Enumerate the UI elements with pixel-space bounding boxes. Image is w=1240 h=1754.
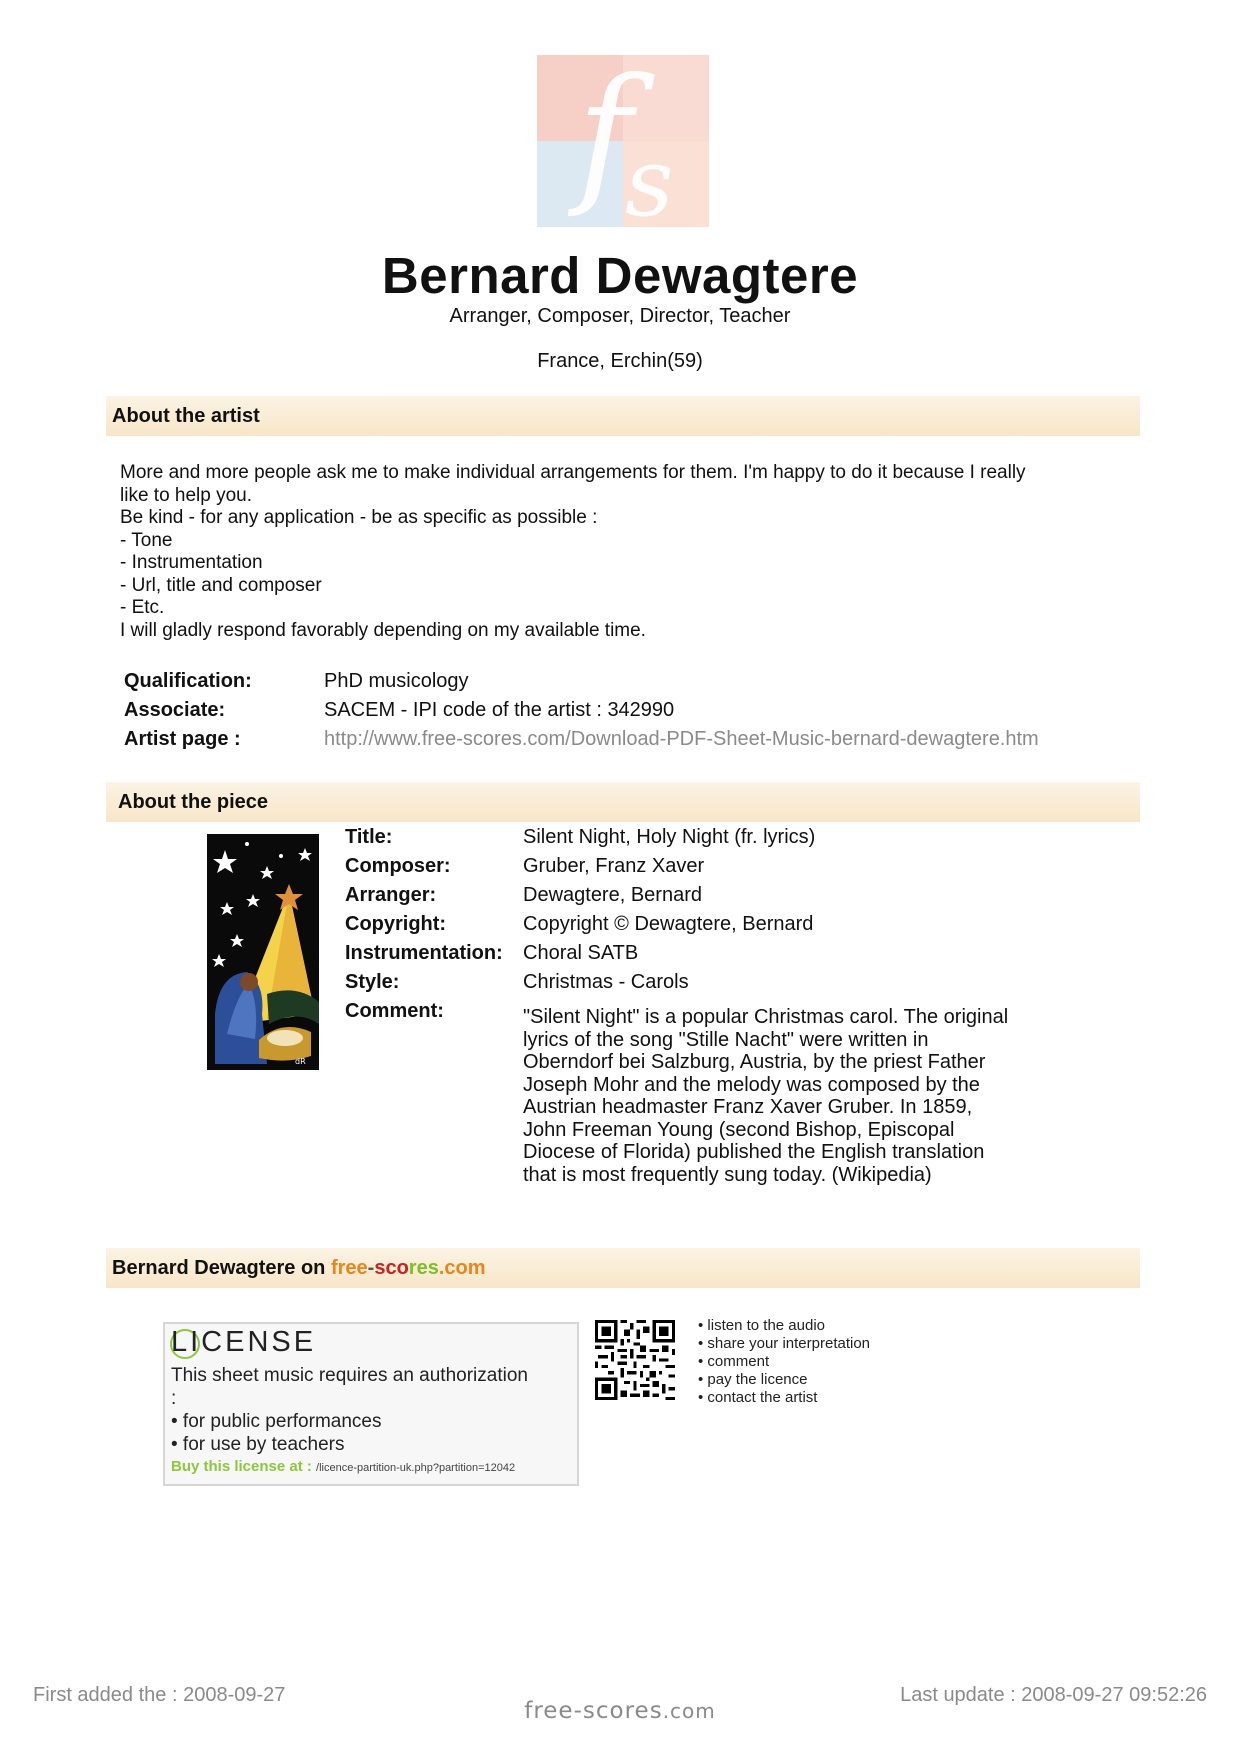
comment-value xyxy=(523,1006,1043,1186)
footer-brand-free: free- xyxy=(524,1698,583,1724)
comment-line: Austrian headmaster Franz Xaver Gruber. In 1859, xyxy=(523,1096,973,1118)
qualification-value: PhD musicology xyxy=(324,670,469,692)
comment-line: that is most frequently sung today. (Wikipedia) xyxy=(523,1163,932,1186)
artist-roles: Arranger, Composer, Director, Teacher xyxy=(449,305,791,327)
composer-value: Gruber, Franz Xaver xyxy=(523,855,705,877)
style-value: Christmas - Carols xyxy=(523,971,689,993)
license-box xyxy=(163,1322,579,1486)
brand-dash: - xyxy=(367,1257,375,1279)
about-line: I will gladly respond favorably depending on my available time. xyxy=(120,619,646,641)
copyright-label: Copyright: xyxy=(345,913,447,935)
arranger-label: Arranger: xyxy=(345,884,437,906)
free-scores-link[interactable] xyxy=(331,1257,486,1279)
qr-code-icon[interactable] xyxy=(595,1320,675,1400)
about-line: - Tone xyxy=(120,529,173,551)
associate-label: Associate: xyxy=(124,699,226,721)
brand-res: res xyxy=(408,1257,439,1279)
comment-line: lyrics of the song "Stille Nacht" were written in xyxy=(523,1028,929,1051)
comment-line: Joseph Mohr and the melody was composed by the xyxy=(523,1073,980,1096)
svg-text:s: s xyxy=(625,128,674,227)
svg-text:dR: dR xyxy=(295,1057,306,1066)
license-body xyxy=(171,1364,571,1456)
comment-link[interactable]: • comment xyxy=(698,1353,870,1371)
share-interpretation-link[interactable]: • share your interpretation xyxy=(698,1335,870,1353)
copyright-value: Copyright © Dewagtere, Bernard xyxy=(523,913,814,935)
instrumentation-label: Instrumentation: xyxy=(345,942,503,964)
pay-licence-link[interactable]: • pay the licence xyxy=(698,1371,870,1389)
footer-brand-logo xyxy=(0,1698,1240,1724)
artist-name: Bernard Dewagtere xyxy=(381,247,859,304)
about-line: - Etc. xyxy=(120,597,165,618)
buy-license-link[interactable]: /licence-partition-uk.php?partition=12042 xyxy=(316,1462,516,1474)
artist-page-link[interactable]: http://www.free-scores.com/Download-PDF-Sheet-Music-bernard-dewagtere.htm xyxy=(324,728,1039,750)
actions-list xyxy=(698,1317,870,1407)
title-value: Silent Night, Holy Night (fr. lyrics) xyxy=(523,826,816,848)
about-artist-heading: About the artist xyxy=(106,396,1140,436)
heading-prefix: Bernard Dewagtere on xyxy=(112,1257,331,1279)
footer-brand-scores: scores xyxy=(582,1698,663,1724)
last-update-date: Last update : 2008-09-27 09:52:26 xyxy=(900,1684,1207,1706)
license-line: This sheet music requires an authorization xyxy=(171,1365,528,1386)
artist-location: France, Erchin(59) xyxy=(537,350,703,372)
listen-audio-link[interactable]: • listen to the audio xyxy=(698,1317,870,1335)
contact-artist-link[interactable]: • contact the artist xyxy=(698,1389,870,1407)
license-buy xyxy=(171,1458,515,1475)
brand-com: .com xyxy=(438,1257,486,1279)
artist-page-label: Artist page : xyxy=(124,728,241,750)
first-added-date: First added the : 2008-09-27 xyxy=(33,1684,286,1706)
license-title: LICENSE xyxy=(171,1326,317,1358)
comment-line: Diocese of Florida) published the English translation xyxy=(523,1141,985,1163)
license-line: : xyxy=(171,1388,177,1409)
comment-line: "Silent Night" is a popular Christmas carol. The original xyxy=(523,1006,1009,1028)
about-line: like to help you. xyxy=(120,484,253,506)
svg-text:f: f xyxy=(577,55,633,221)
about-piece-heading: About the piece xyxy=(106,782,1140,822)
comment-line: John Freeman Young (second Bishop, Episcopal xyxy=(523,1118,955,1141)
title-label: Title: xyxy=(345,826,393,848)
comment-line: Oberndorf bei Salzburg, Austria, by the priest Father xyxy=(523,1051,986,1073)
nativity-illustration xyxy=(207,834,319,1070)
arranger-value: Dewagtere, Bernard xyxy=(523,884,702,906)
about-artist-text xyxy=(120,462,1130,642)
associate-value: SACEM - IPI code of the artist : 342990 xyxy=(324,699,675,721)
about-line: Be kind - for any application - be as specific as possible : xyxy=(120,507,598,528)
about-line: More and more people ask me to make individual arrangements for them. I'm happy to do it because I really xyxy=(120,462,1026,483)
fs-logo-icon xyxy=(537,55,709,227)
composer-label: Composer: xyxy=(345,855,451,877)
about-line: - Instrumentation xyxy=(120,552,263,573)
about-line: - Url, title and composer xyxy=(120,574,322,596)
instrumentation-value: Choral SATB xyxy=(523,942,639,964)
qualification-label: Qualification: xyxy=(124,670,252,692)
license-line: • for use by teachers xyxy=(171,1434,345,1455)
comment-label: Comment: xyxy=(345,1000,444,1022)
brand-free: free xyxy=(330,1257,368,1279)
style-label: Style: xyxy=(345,971,400,993)
license-line: • for public performances xyxy=(171,1411,382,1432)
footer-brand-com: .com xyxy=(662,1699,716,1723)
artist-on-site-heading xyxy=(106,1248,1140,1288)
brand-sco: sco xyxy=(374,1257,409,1279)
buy-label: Buy this license at : xyxy=(171,1458,317,1475)
